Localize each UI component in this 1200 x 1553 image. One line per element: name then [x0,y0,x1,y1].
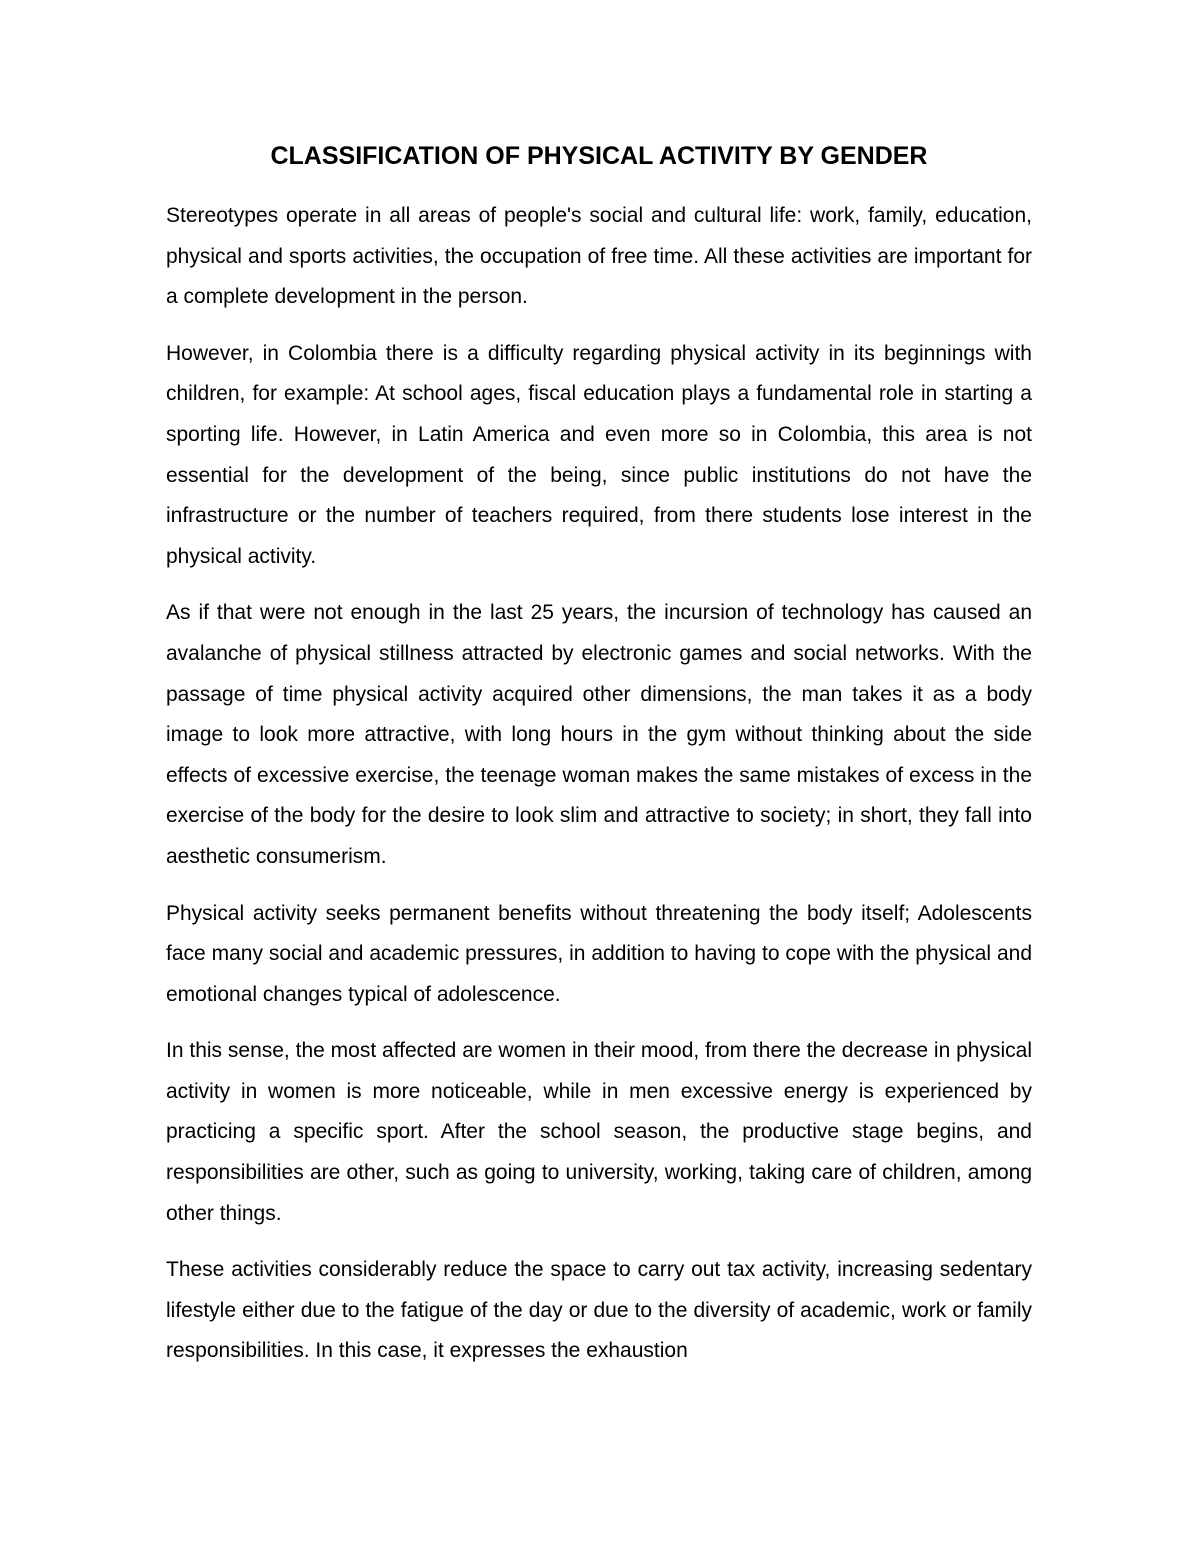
paragraph: In this sense, the most affected are women in their mood, from there the decrease in physical activity in women is more noticeable, while in men excessive energy is experienced by practicing a specific sport. After the school season, the productive stage begins, and responsibilities are other, such as going to university, working, taking care of children, among other things. [166,1039,1032,1225]
paragraph: Physical activity seeks permanent benefits without threatening the body itself; Adolescents face many social and academic pressures, in addition to having to cope with the physical and emotional changes typical of adolescence. [166,901,1032,1006]
paragraph: However, in Colombia there is a difficulty regarding physical activity in its beginnings with children, for example: At school ages, fiscal education plays a fundamental role in starting a sporting life. However, in Latin America and even more so in Colombia, this area is not essential for the development of the being, since public institutions do not have the infrastructure or the number of teachers required, from there students lose interest in the physical activity. [166,341,1032,568]
document-body [166,138,1032,1518]
paragraph-last: These activities considerably reduce the space to carry out tax activity, increasing sedentary lifestyle either due to the fatigue of the day or due to the diversity of academic, work or family responsibilities. In this case, it expresses the exhaustion [166,1258,1032,1363]
document-title: CLASSIFICATION OF PHYSICAL ACTIVITY BY GENDER [270,142,928,170]
paragraph: As if that were not enough in the last 25 years, the incursion of technology has caused an avalanche of physical stillness attracted by electronic games and social networks. With the passage of time physical activity acquired other dimensions, the man takes it as a body image to look more attractive, with long hours in the gym without thinking about the side effects of excessive exercise, the teenage woman makes the same mistakes of excess in the exercise of the body for the desire to look slim and attractive to society; in short, they fall into aesthetic consumerism. [166,601,1032,868]
paragraph: Stereotypes operate in all areas of people's social and cultural life: work, family, education, physical and sports activities, the occupation of free time. All these activities are important for a complete development in the person. [166,204,1032,309]
